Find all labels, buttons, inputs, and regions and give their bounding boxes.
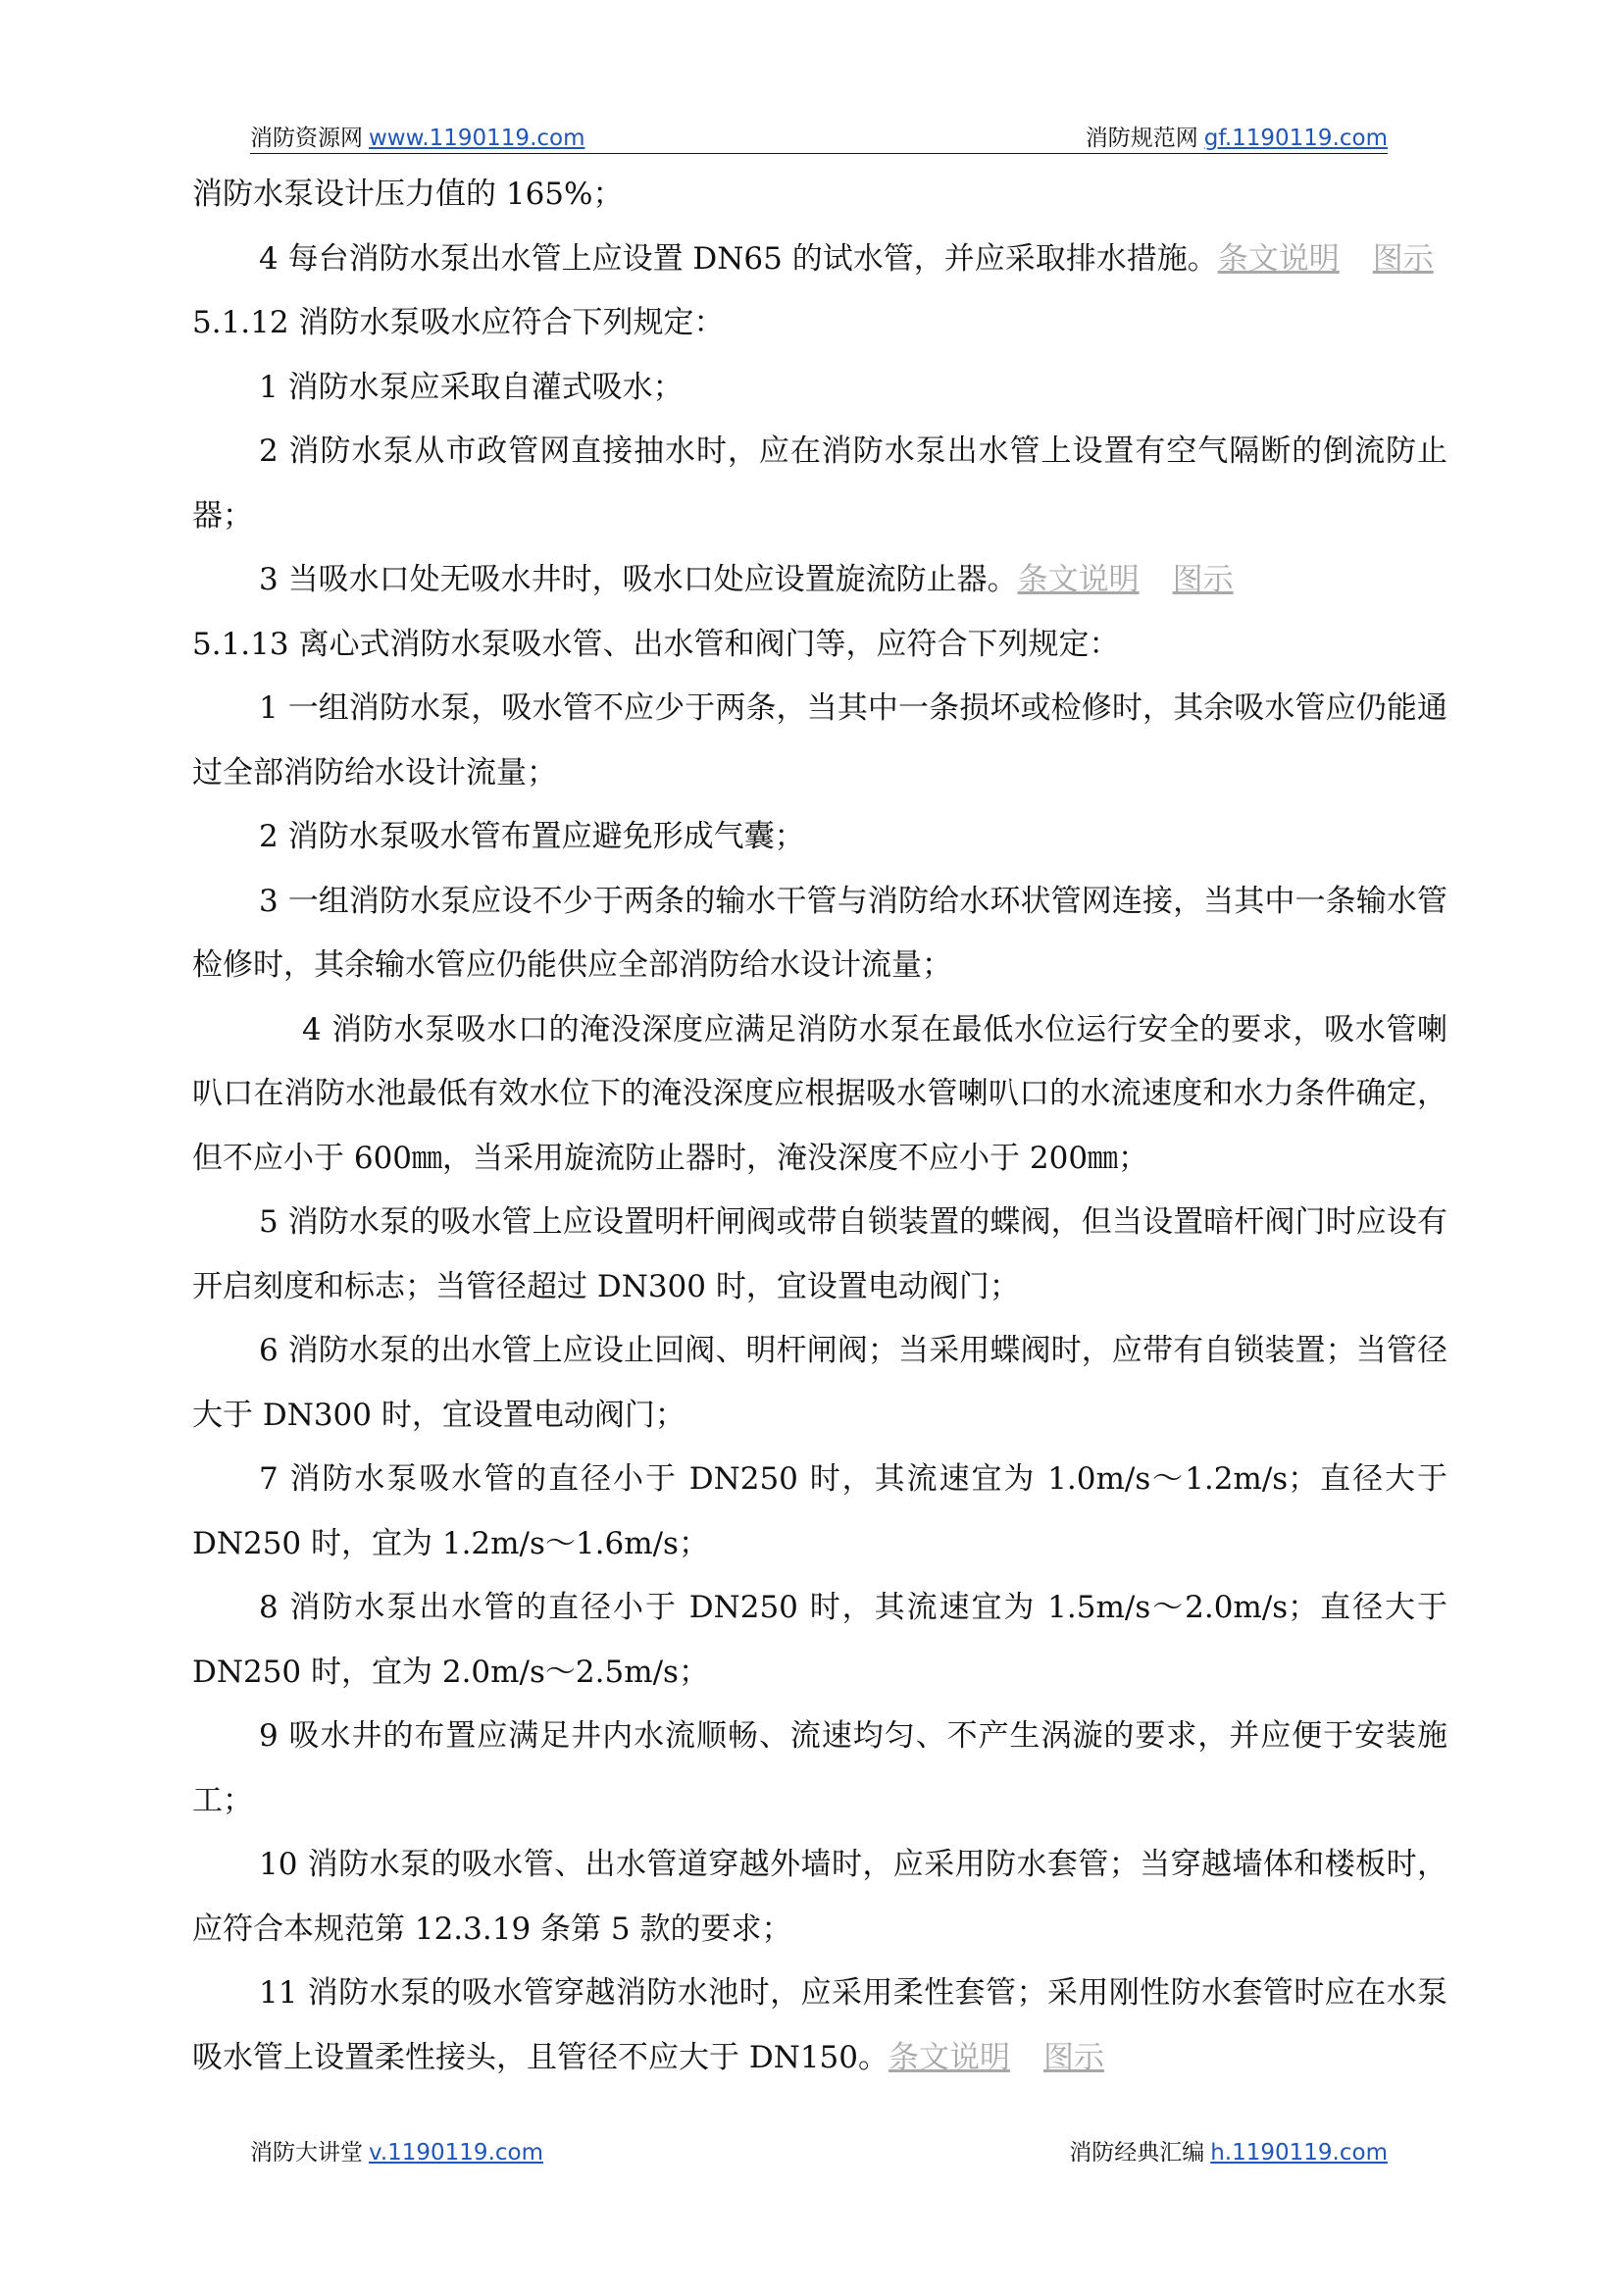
header-right-link[interactable]: gf.1190119.com [1203,126,1388,151]
paragraph [192,163,1447,228]
footer-left-site: 消防大讲堂 [250,2140,363,2166]
footer-right-link[interactable]: h.1190119.com [1210,2140,1388,2166]
paragraph [192,870,1447,998]
header-left-link[interactable]: www.1190119.com [369,126,585,151]
paragraph [192,1833,1447,1962]
page-footer [250,2134,1388,2167]
paragraph [192,420,1447,548]
paragraph-text: 1 消防水泵应采取自灌式吸水； [259,369,684,405]
paragraph-text: 消防水泵设计压力值的 165%； [192,177,624,212]
paragraph-text: 4 每台消防水泵出水管上应设置 DN65 的试水管，并应采取排水措施。 [259,240,1218,277]
document-body [192,163,1447,2090]
paragraph [192,1576,1447,1705]
explain-link[interactable]: 条文说明 [1217,240,1340,277]
figure-link[interactable]: 图示 [1372,240,1434,277]
paragraph-text: 11 消防水泵的吸水管穿越消防水池时，应采用柔性套管；采用刚性防水套管时应在水泵吸水管上设置柔性接头，且管径不应大于 DN150。 [192,1975,1447,2075]
paragraph-text: 1 一组消防水泵，吸水管不应少于两条，当其中一条损坏或检修时，其余吸水管应仍能通过全部消防给水设计流量； [192,690,1447,790]
clause-heading [192,291,1447,356]
paragraph [192,677,1447,805]
paragraph [192,1962,1447,2090]
paragraph [192,228,1447,292]
header-right [1086,120,1388,152]
paragraph-text: 3 一组消防水泵应设不少于两条的输水干管与消防给水环状管网连接，当其中一条输水管检修时，其余输水管应仍能供应全部消防给水设计流量； [192,883,1447,983]
paragraph [192,548,1447,613]
footer-right [1069,2134,1388,2167]
paragraph-text: 9 吸水井的布置应满足井内水流顺畅、流速均匀、不产生涡漩的要求，并应便于安装施工； [192,1718,1447,1818]
paragraph-text: 5.1.13 离心式消防水泵吸水管、出水管和阀门等，应符合下列规定： [192,626,1120,662]
page-header [250,120,1388,154]
paragraph-text: 5.1.12 消防水泵吸水应符合下列规定： [192,305,725,340]
paragraph [192,1319,1447,1448]
paragraph [192,1191,1447,1319]
footer-right-site: 消防经典汇编 [1069,2140,1205,2166]
paragraph [192,998,1447,1192]
paragraph-text: 6 消防水泵的出水管上应设止回阀、明杆闸阀；当采用蝶阀时，应带有自锁装置；当管径大于 DN300 时，宜设置电动阀门； [192,1333,1447,1433]
paragraph-text: 8 消防水泵出水管的直径小于 DN250 时，其流速宜为 1.5m/s～2.0m/s；直径大于 DN250 时，宜为 2.0m/s～2.5m/s； [192,1590,1447,1690]
figure-link[interactable]: 图示 [1172,562,1234,597]
footer-left-link[interactable]: v.1190119.com [369,2140,544,2166]
paragraph-text: 10 消防水泵的吸水管、出水管道穿越外墙时，应采用防水套管；当穿越墙体和楼板时，应符合本规范第 12.3.19 条第 5 款的要求； [192,1847,1447,1947]
paragraph [192,1448,1447,1576]
paragraph [192,1705,1447,1833]
paragraph [192,805,1447,870]
explain-link[interactable]: 条文说明 [1017,562,1140,597]
paragraph-text: 4 消防水泵吸水口的淹没深度应满足消防水泵在最低水位运行安全的要求，吸水管喇叭口在消防水池最低有效水位下的淹没深度应根据吸水管喇叭口的水流速度和水力条件确定，但不应小于 600㎜，当采用旋流防止器时，淹没深度不应小于 200㎜； [192,1011,1447,1176]
clause-heading [192,613,1447,678]
footer-left [250,2134,543,2167]
header-left [250,120,585,152]
paragraph-text: 5 消防水泵的吸水管上应设置明杆闸阀或带自锁装置的蝶阀，但当设置暗杆阀门时应设有开启刻度和标志；当管径超过 DN300 时，宜设置电动阀门； [192,1204,1447,1304]
header-left-site: 消防资源网 [250,126,363,151]
paragraph-text: 2 消防水泵吸水管布置应避免形成气囊； [259,819,805,854]
explain-link[interactable]: 条文说明 [888,2039,1011,2075]
paragraph-text: 7 消防水泵吸水管的直径小于 DN250 时，其流速宜为 1.0m/s～1.2m/s；直径大于 DN250 时，宜为 1.2m/s～1.6m/s； [192,1461,1447,1561]
header-right-site: 消防规范网 [1085,126,1198,151]
figure-link[interactable]: 图示 [1043,2039,1105,2075]
paragraph-text: 2 消防水泵从市政管网直接抽水时，应在消防水泵出水管上设置有空气隔断的倒流防止器； [192,433,1447,534]
paragraph-text: 3 当吸水口处无吸水井时，吸水口处应设置旋流防止器。 [259,562,1018,597]
paragraph [192,356,1447,421]
